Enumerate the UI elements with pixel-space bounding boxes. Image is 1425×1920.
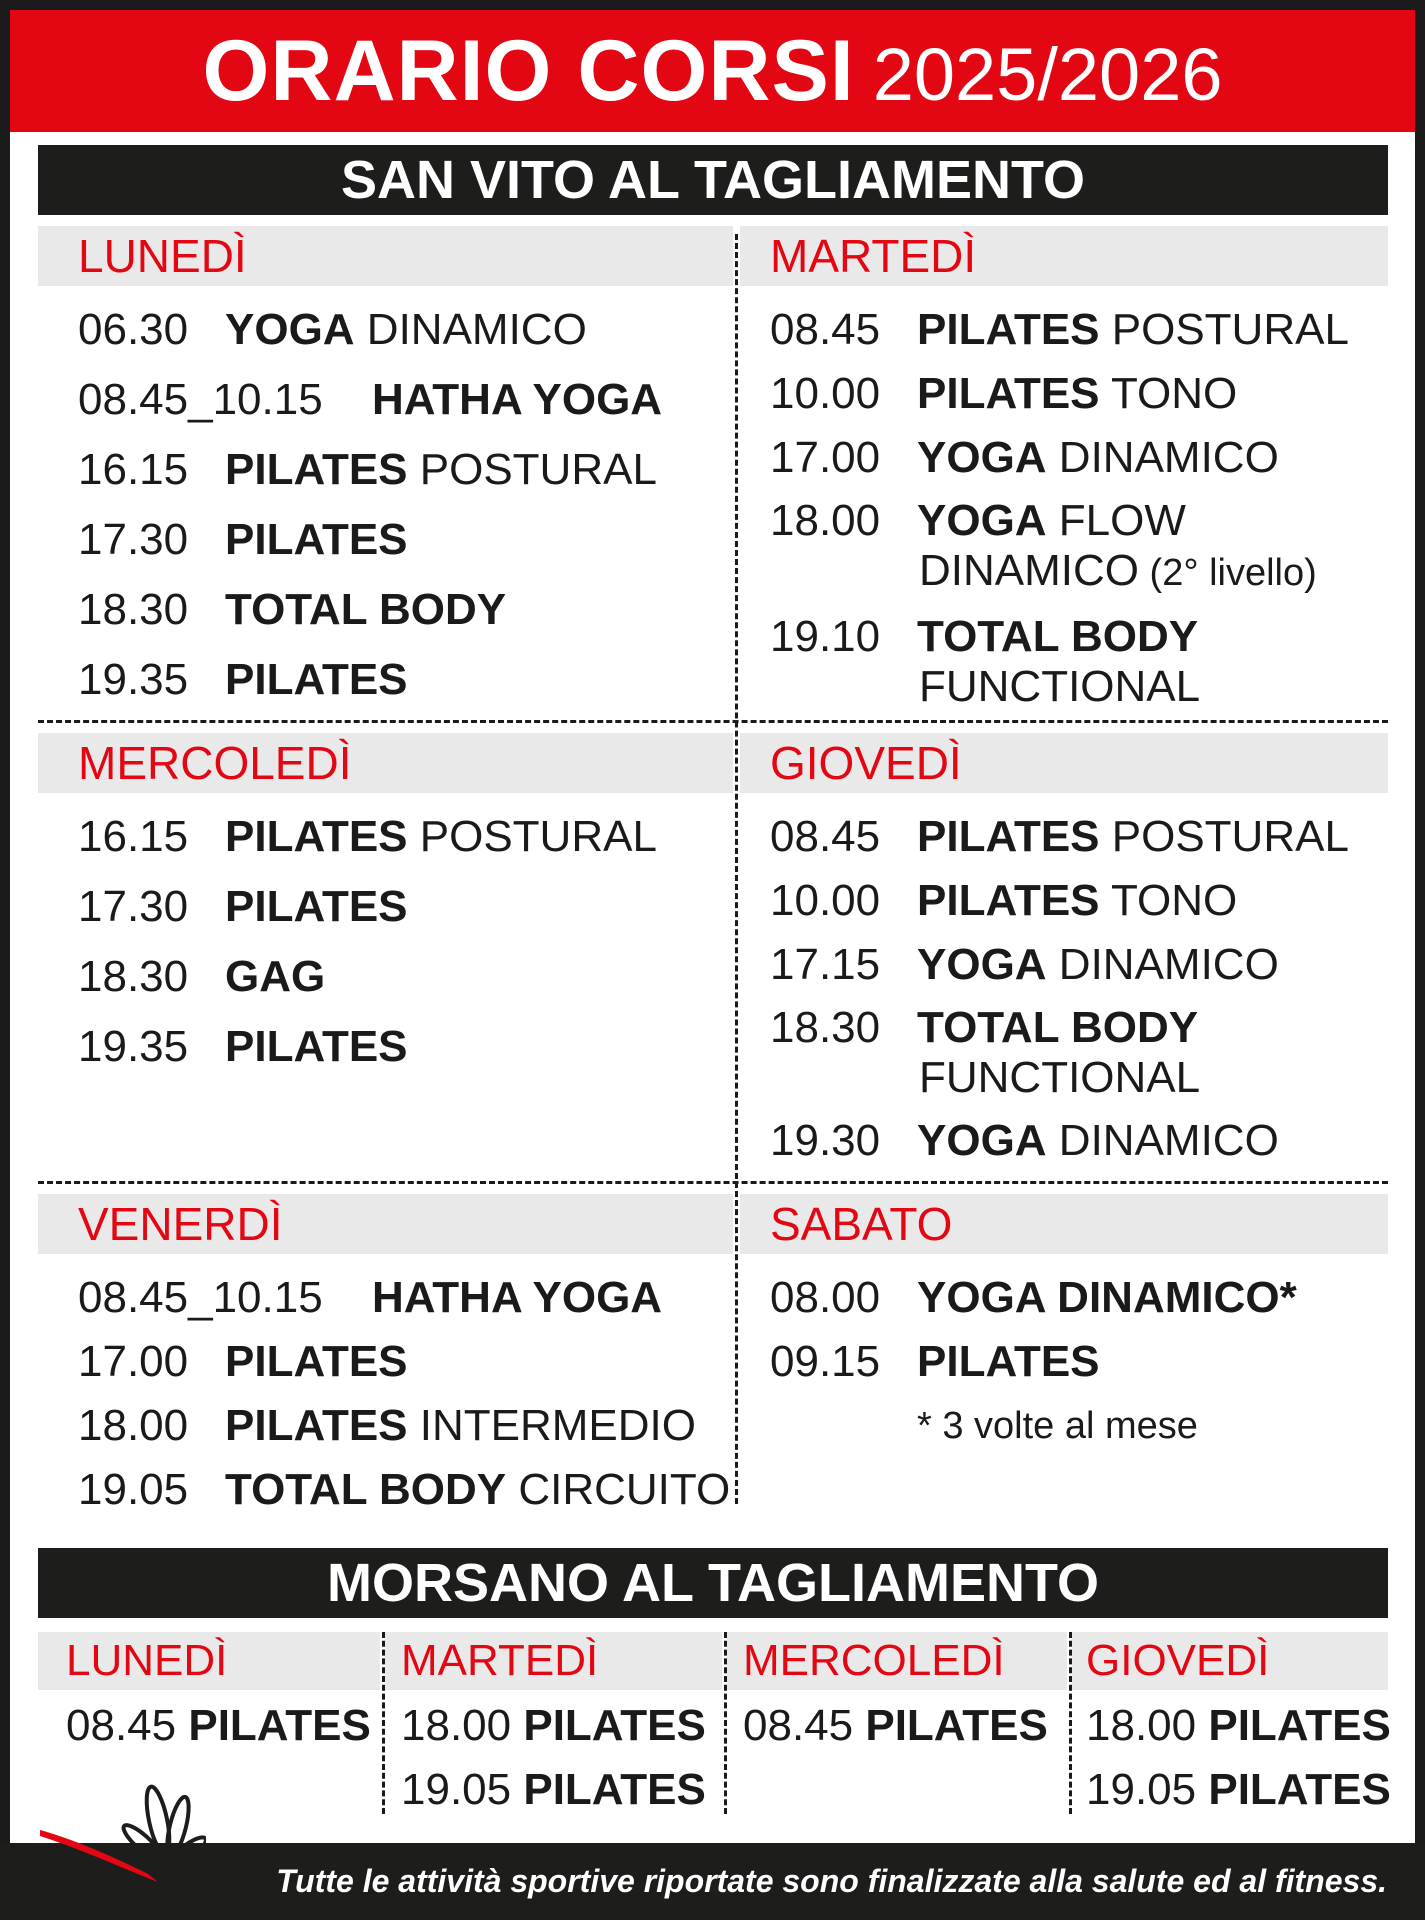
- day-block-sabato: [740, 1194, 1388, 1458]
- entry-course: PILATES: [225, 1022, 408, 1071]
- entry-course: GAG: [225, 952, 326, 1001]
- column-divider: [735, 234, 738, 1504]
- section-divider: [38, 1181, 1388, 1184]
- entry-course: PILATES: [1208, 1765, 1391, 1814]
- day-label: MERCOLEDÌ: [38, 733, 733, 793]
- entry-course: PILATES: [225, 1337, 408, 1386]
- schedule-entry: [78, 942, 733, 1012]
- morsano-day-mercoledi: [727, 1632, 1067, 1758]
- entry-time: 17.00: [78, 1337, 189, 1386]
- entry-time: 18.30: [78, 585, 189, 634]
- entry-course-detail: POSTURAL: [407, 445, 657, 494]
- entry-course-detail: TONO: [1099, 876, 1238, 925]
- day-label: LUNEDÌ: [38, 1632, 380, 1690]
- entry-course: YOGA: [225, 305, 355, 354]
- entry-time: 18.00: [770, 496, 881, 545]
- schedule-entry: [38, 1690, 380, 1758]
- entry-course-detail: POSTURAL: [1099, 812, 1349, 861]
- entry-course: PILATES: [225, 445, 408, 494]
- entry-course: PILATES: [917, 1337, 1100, 1386]
- entry-course: YOGA: [917, 1116, 1047, 1165]
- entry-course: PILATES: [523, 1701, 706, 1750]
- day-block-lunedi: [38, 226, 733, 715]
- entry-time: 08.45_10.15: [78, 1273, 323, 1322]
- entry-course-detail: CIRCUITO: [506, 1465, 731, 1514]
- title-year: 2025/2026: [872, 33, 1223, 116]
- schedule-entry: [385, 1690, 722, 1758]
- schedule-entry: [78, 802, 733, 872]
- entry-time: 19.30: [770, 1116, 881, 1165]
- entry-course: YOGA: [917, 496, 1047, 545]
- day-label: SABATO: [740, 1194, 1388, 1254]
- schedule-entry: [770, 869, 1388, 933]
- entry-course: TOTAL BODY: [225, 1465, 507, 1514]
- entry-course: PILATES: [225, 515, 408, 564]
- entry-time: 08.45_10.15: [78, 375, 323, 424]
- schedule-entry: [770, 496, 1388, 598]
- column-divider: [724, 1632, 727, 1814]
- page-title: [10, 10, 1415, 132]
- entry-course-level: (2° livello): [1139, 552, 1317, 594]
- entry-time: 17.30: [78, 515, 189, 564]
- entry-course: PILATES: [917, 305, 1100, 354]
- schedule-entry: [727, 1690, 1067, 1758]
- entry-course: PILATES: [1208, 1701, 1391, 1750]
- entry-time: 08.45: [743, 1701, 854, 1750]
- day-block-martedi: [740, 226, 1388, 712]
- schedule-entry: [770, 1003, 1388, 1103]
- schedule-entry: [78, 1458, 733, 1522]
- schedule-entry: [770, 298, 1388, 362]
- entry-course-detail: FLOW: [1046, 496, 1186, 545]
- entry-course-line2: DINAMICO: [919, 546, 1139, 595]
- entry-course: PILATES: [188, 1701, 371, 1750]
- dragonfly-logo-icon: [36, 1778, 206, 1896]
- entry-time: 19.05: [1086, 1765, 1197, 1814]
- entry-time: 19.05: [401, 1765, 512, 1814]
- entry-course: PILATES: [917, 876, 1100, 925]
- day-block-mercoledi: [38, 733, 733, 1082]
- schedule-entry: [78, 575, 733, 645]
- entry-course-line2: FUNCTIONAL: [919, 662, 1201, 711]
- entry-time: 16.15: [78, 445, 189, 494]
- entry-course: PILATES: [225, 882, 408, 931]
- title-bold: ORARIO CORSI: [202, 23, 855, 119]
- day-block-venerdi: [38, 1194, 733, 1522]
- schedule-entry: [78, 645, 733, 715]
- day-label: VENERDÌ: [38, 1194, 733, 1254]
- location-title-morsano: MORSANO AL TAGLIAMENTO: [38, 1548, 1388, 1618]
- schedule-entry: [770, 1109, 1388, 1173]
- schedule-entry: [770, 1330, 1388, 1394]
- entry-time: 19.10: [770, 612, 881, 661]
- entry-time: 08.00: [770, 1273, 881, 1322]
- schedule-entry: [1072, 1690, 1391, 1758]
- entry-course-detail: DINAMICO: [354, 305, 587, 354]
- entry-time: 18.00: [1086, 1701, 1197, 1750]
- entry-course-detail: POSTURAL: [407, 812, 657, 861]
- entry-course-detail: DINAMICO: [1046, 940, 1279, 989]
- entry-course-detail: DINAMICO: [1046, 1116, 1279, 1165]
- entry-course: PILATES: [225, 1401, 408, 1450]
- entry-course: TOTAL BODY: [917, 612, 1199, 661]
- footer-text: Tutte le attività sportive riportate sono finalizzate alla salute ed al fitness.: [276, 1863, 1387, 1899]
- schedule-entry: [78, 435, 733, 505]
- entry-course: PILATES: [225, 812, 408, 861]
- entry-time: 18.00: [78, 1401, 189, 1450]
- entry-course-line2: FUNCTIONAL: [919, 1053, 1201, 1102]
- entry-time: 17.15: [770, 940, 881, 989]
- entry-time: 08.45: [770, 812, 881, 861]
- entry-course: HATHA YOGA: [372, 375, 663, 424]
- entry-course: TOTAL BODY: [225, 585, 507, 634]
- entry-course: PILATES: [225, 655, 408, 704]
- schedule-entry: [78, 1266, 733, 1330]
- entry-time: 18.30: [770, 1003, 881, 1052]
- entry-time: 19.05: [78, 1465, 189, 1514]
- schedule-entry: [770, 426, 1388, 490]
- morsano-day-lunedi: [38, 1632, 380, 1758]
- entry-course: PILATES: [865, 1701, 1048, 1750]
- day-label: MARTEDÌ: [740, 226, 1388, 286]
- entry-time: 08.45: [66, 1701, 177, 1750]
- schedule-entry: [770, 612, 1388, 712]
- schedule-entry: [78, 295, 733, 365]
- schedule-entry: [78, 1394, 733, 1458]
- day-label: GIOVEDÌ: [1072, 1632, 1388, 1690]
- schedule-entry: [1072, 1758, 1391, 1822]
- morsano-day-martedi: [385, 1632, 722, 1822]
- entry-time: 09.15: [770, 1337, 881, 1386]
- day-label: LUNEDÌ: [38, 226, 733, 286]
- day-block-giovedi: [740, 733, 1388, 1173]
- schedule-entry: [78, 1330, 733, 1394]
- day-label: GIOVEDÌ: [740, 733, 1388, 793]
- entry-time: 17.00: [770, 433, 881, 482]
- entry-course: PILATES: [523, 1765, 706, 1814]
- entry-course: TOTAL BODY: [917, 1003, 1199, 1052]
- schedule-entry: [770, 805, 1388, 869]
- entry-time: 18.00: [401, 1701, 512, 1750]
- entry-time: 18.30: [78, 952, 189, 1001]
- entry-time: 19.35: [78, 655, 189, 704]
- morsano-day-giovedi: [1072, 1632, 1391, 1822]
- column-divider: [1069, 1632, 1072, 1814]
- schedule-entry: [78, 365, 733, 435]
- entry-course-detail: POSTURAL: [1099, 305, 1349, 354]
- entry-course: YOGA: [917, 940, 1047, 989]
- entry-time: 10.00: [770, 369, 881, 418]
- entry-course: HATHA YOGA: [372, 1273, 663, 1322]
- schedule-entry: [770, 362, 1388, 426]
- entry-course-detail: TONO: [1099, 369, 1238, 418]
- schedule-entry: [770, 933, 1388, 997]
- entry-course: PILATES: [917, 812, 1100, 861]
- day-label: MARTEDÌ: [385, 1632, 722, 1690]
- entry-time: 16.15: [78, 812, 189, 861]
- location-title-san-vito: SAN VITO AL TAGLIAMENTO: [38, 145, 1388, 215]
- schedule-entry: [385, 1758, 722, 1822]
- section-divider: [38, 720, 1388, 723]
- entry-course: YOGA: [917, 433, 1047, 482]
- entry-course: PILATES: [917, 369, 1100, 418]
- entry-course: YOGA DINAMICO*: [917, 1273, 1297, 1322]
- entry-course-detail: INTERMEDIO: [407, 1401, 696, 1450]
- entry-time: 08.45: [770, 305, 881, 354]
- footer-bar: [0, 1843, 1425, 1920]
- footnote: * 3 volte al mese: [917, 1405, 1198, 1447]
- column-divider: [382, 1632, 385, 1814]
- schedule-entry: [78, 872, 733, 942]
- entry-time: 19.35: [78, 1022, 189, 1071]
- schedule-entry: [78, 505, 733, 575]
- schedule-entry: [770, 1266, 1388, 1330]
- schedule-entry: [78, 1012, 733, 1082]
- entry-time: 10.00: [770, 876, 881, 925]
- entry-time: 17.30: [78, 882, 189, 931]
- day-label: MERCOLEDÌ: [727, 1632, 1067, 1690]
- entry-course-detail: DINAMICO: [1046, 433, 1279, 482]
- entry-time: 06.30: [78, 305, 189, 354]
